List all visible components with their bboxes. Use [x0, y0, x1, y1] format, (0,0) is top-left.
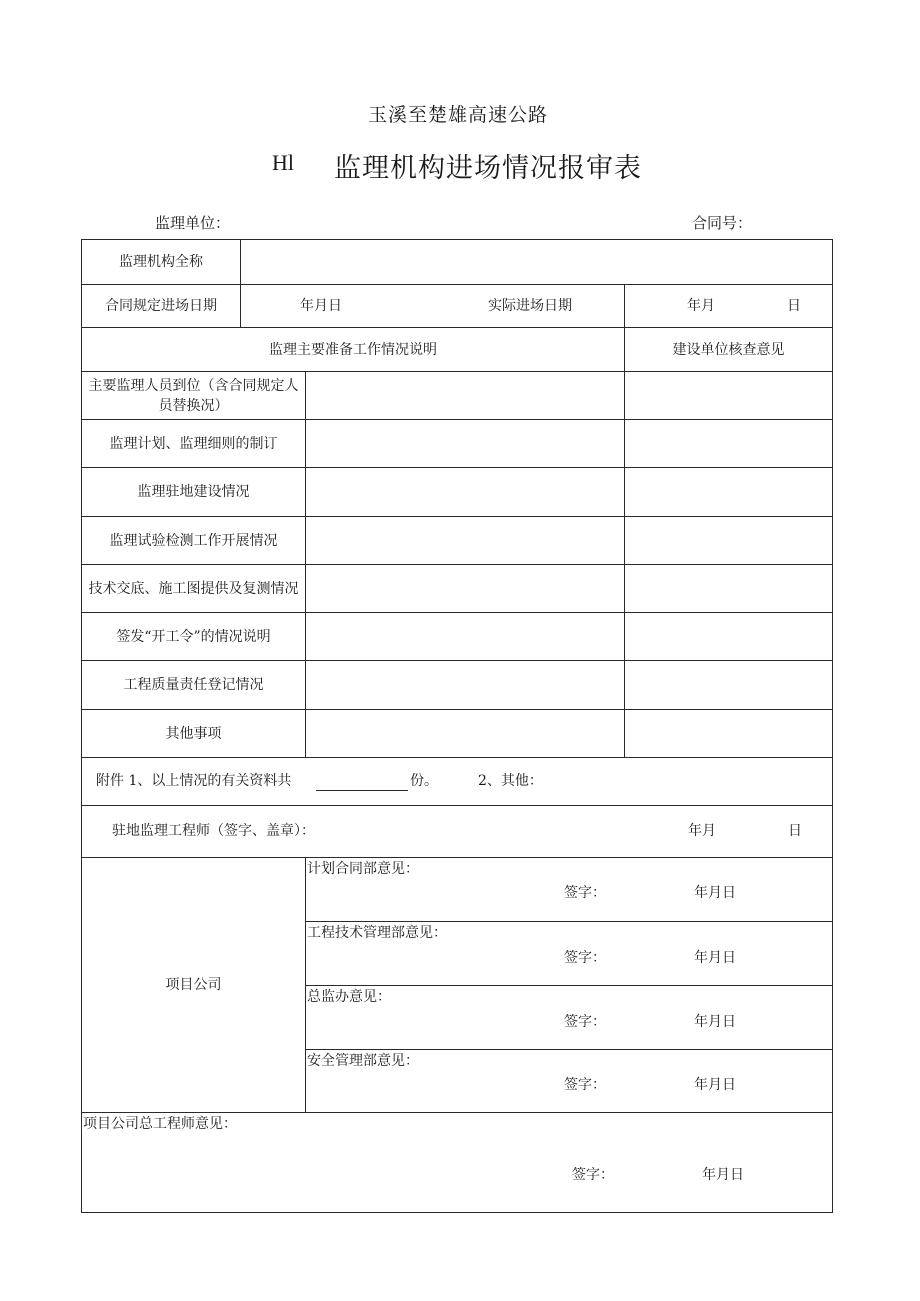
form-code: Hl — [272, 150, 294, 175]
sign-label[interactable]: 签字： — [564, 1014, 606, 1030]
actual-entry-date-year-month[interactable]: 年月 — [687, 298, 715, 314]
project-company-label: 项目公司 — [165, 977, 222, 993]
opinion-label: 总监办意见： — [307, 989, 391, 1005]
date-label[interactable]: 年月日 — [694, 1014, 736, 1030]
date-label[interactable]: 年月日 — [694, 950, 736, 966]
item-label: 技术交底、施工图提供及复测情况 — [88, 580, 299, 597]
org-full-name-label: 监理机构全称 — [119, 254, 203, 270]
chief-engineer-opinion-label: 项目公司总工程师意见： — [83, 1116, 237, 1132]
resident-date-day[interactable]: 日 — [788, 823, 802, 839]
item-label: 工程质量责任登记情况 — [123, 677, 264, 693]
date-label[interactable]: 年月日 — [702, 1167, 744, 1183]
opinion-label: 计划合同部意见： — [307, 861, 419, 877]
item-label: 监理试验检测工作开展情况 — [109, 532, 278, 549]
contract-entry-date-value[interactable]: 年月日 — [300, 298, 342, 314]
attachment-text: 附件 1、以上情况的有关资料共 — [96, 773, 292, 789]
org-full-name-field[interactable] — [241, 240, 832, 284]
attachment-other: 2、其他： — [478, 773, 543, 789]
sign-label[interactable]: 签字： — [572, 1167, 614, 1183]
date-label[interactable]: 年月日 — [694, 885, 736, 901]
item-label: 其他事项 — [165, 725, 222, 742]
supervision-unit-label: 监理单位： — [155, 214, 231, 232]
item-label: 签发“开工令”的情况说明 — [116, 628, 271, 645]
sign-label[interactable]: 签字： — [564, 1077, 606, 1093]
prep-work-header: 监理主要准备工作情况说明 — [269, 341, 437, 358]
attachment-count-blank[interactable] — [316, 790, 408, 791]
sign-label[interactable]: 签字： — [564, 885, 606, 901]
actual-entry-date-label: 实际进场日期 — [488, 298, 572, 314]
form-title: 监理机构进场情况报审表 — [334, 153, 642, 184]
date-label[interactable]: 年月日 — [694, 1077, 736, 1093]
contract-no-label: 合同号： — [692, 214, 753, 232]
owner-review-header: 建设单位核查意见 — [672, 341, 785, 358]
resident-date-year-month[interactable]: 年月 — [688, 823, 716, 839]
actual-entry-date-day[interactable]: 日 — [787, 298, 801, 314]
contract-entry-date-label: 合同规定进场日期 — [105, 298, 217, 314]
opinion-label: 工程技术管理部意见： — [307, 925, 447, 941]
attachment-suffix: 份。 — [410, 773, 438, 789]
sign-label[interactable]: 签字： — [564, 950, 606, 966]
resident-engineer-label: 驻地监理工程师（签字、盖章）： — [112, 823, 315, 839]
item-label: 主要监理人员到位（含合同规定人员替换况） — [88, 377, 299, 414]
opinion-label: 安全管理部意见： — [307, 1053, 419, 1069]
project-title: 玉溪至楚雄高速公路 — [367, 104, 548, 126]
item-label: 监理计划、监理细则的制订 — [109, 435, 278, 452]
item-label: 监理驻地建设情况 — [137, 484, 250, 500]
